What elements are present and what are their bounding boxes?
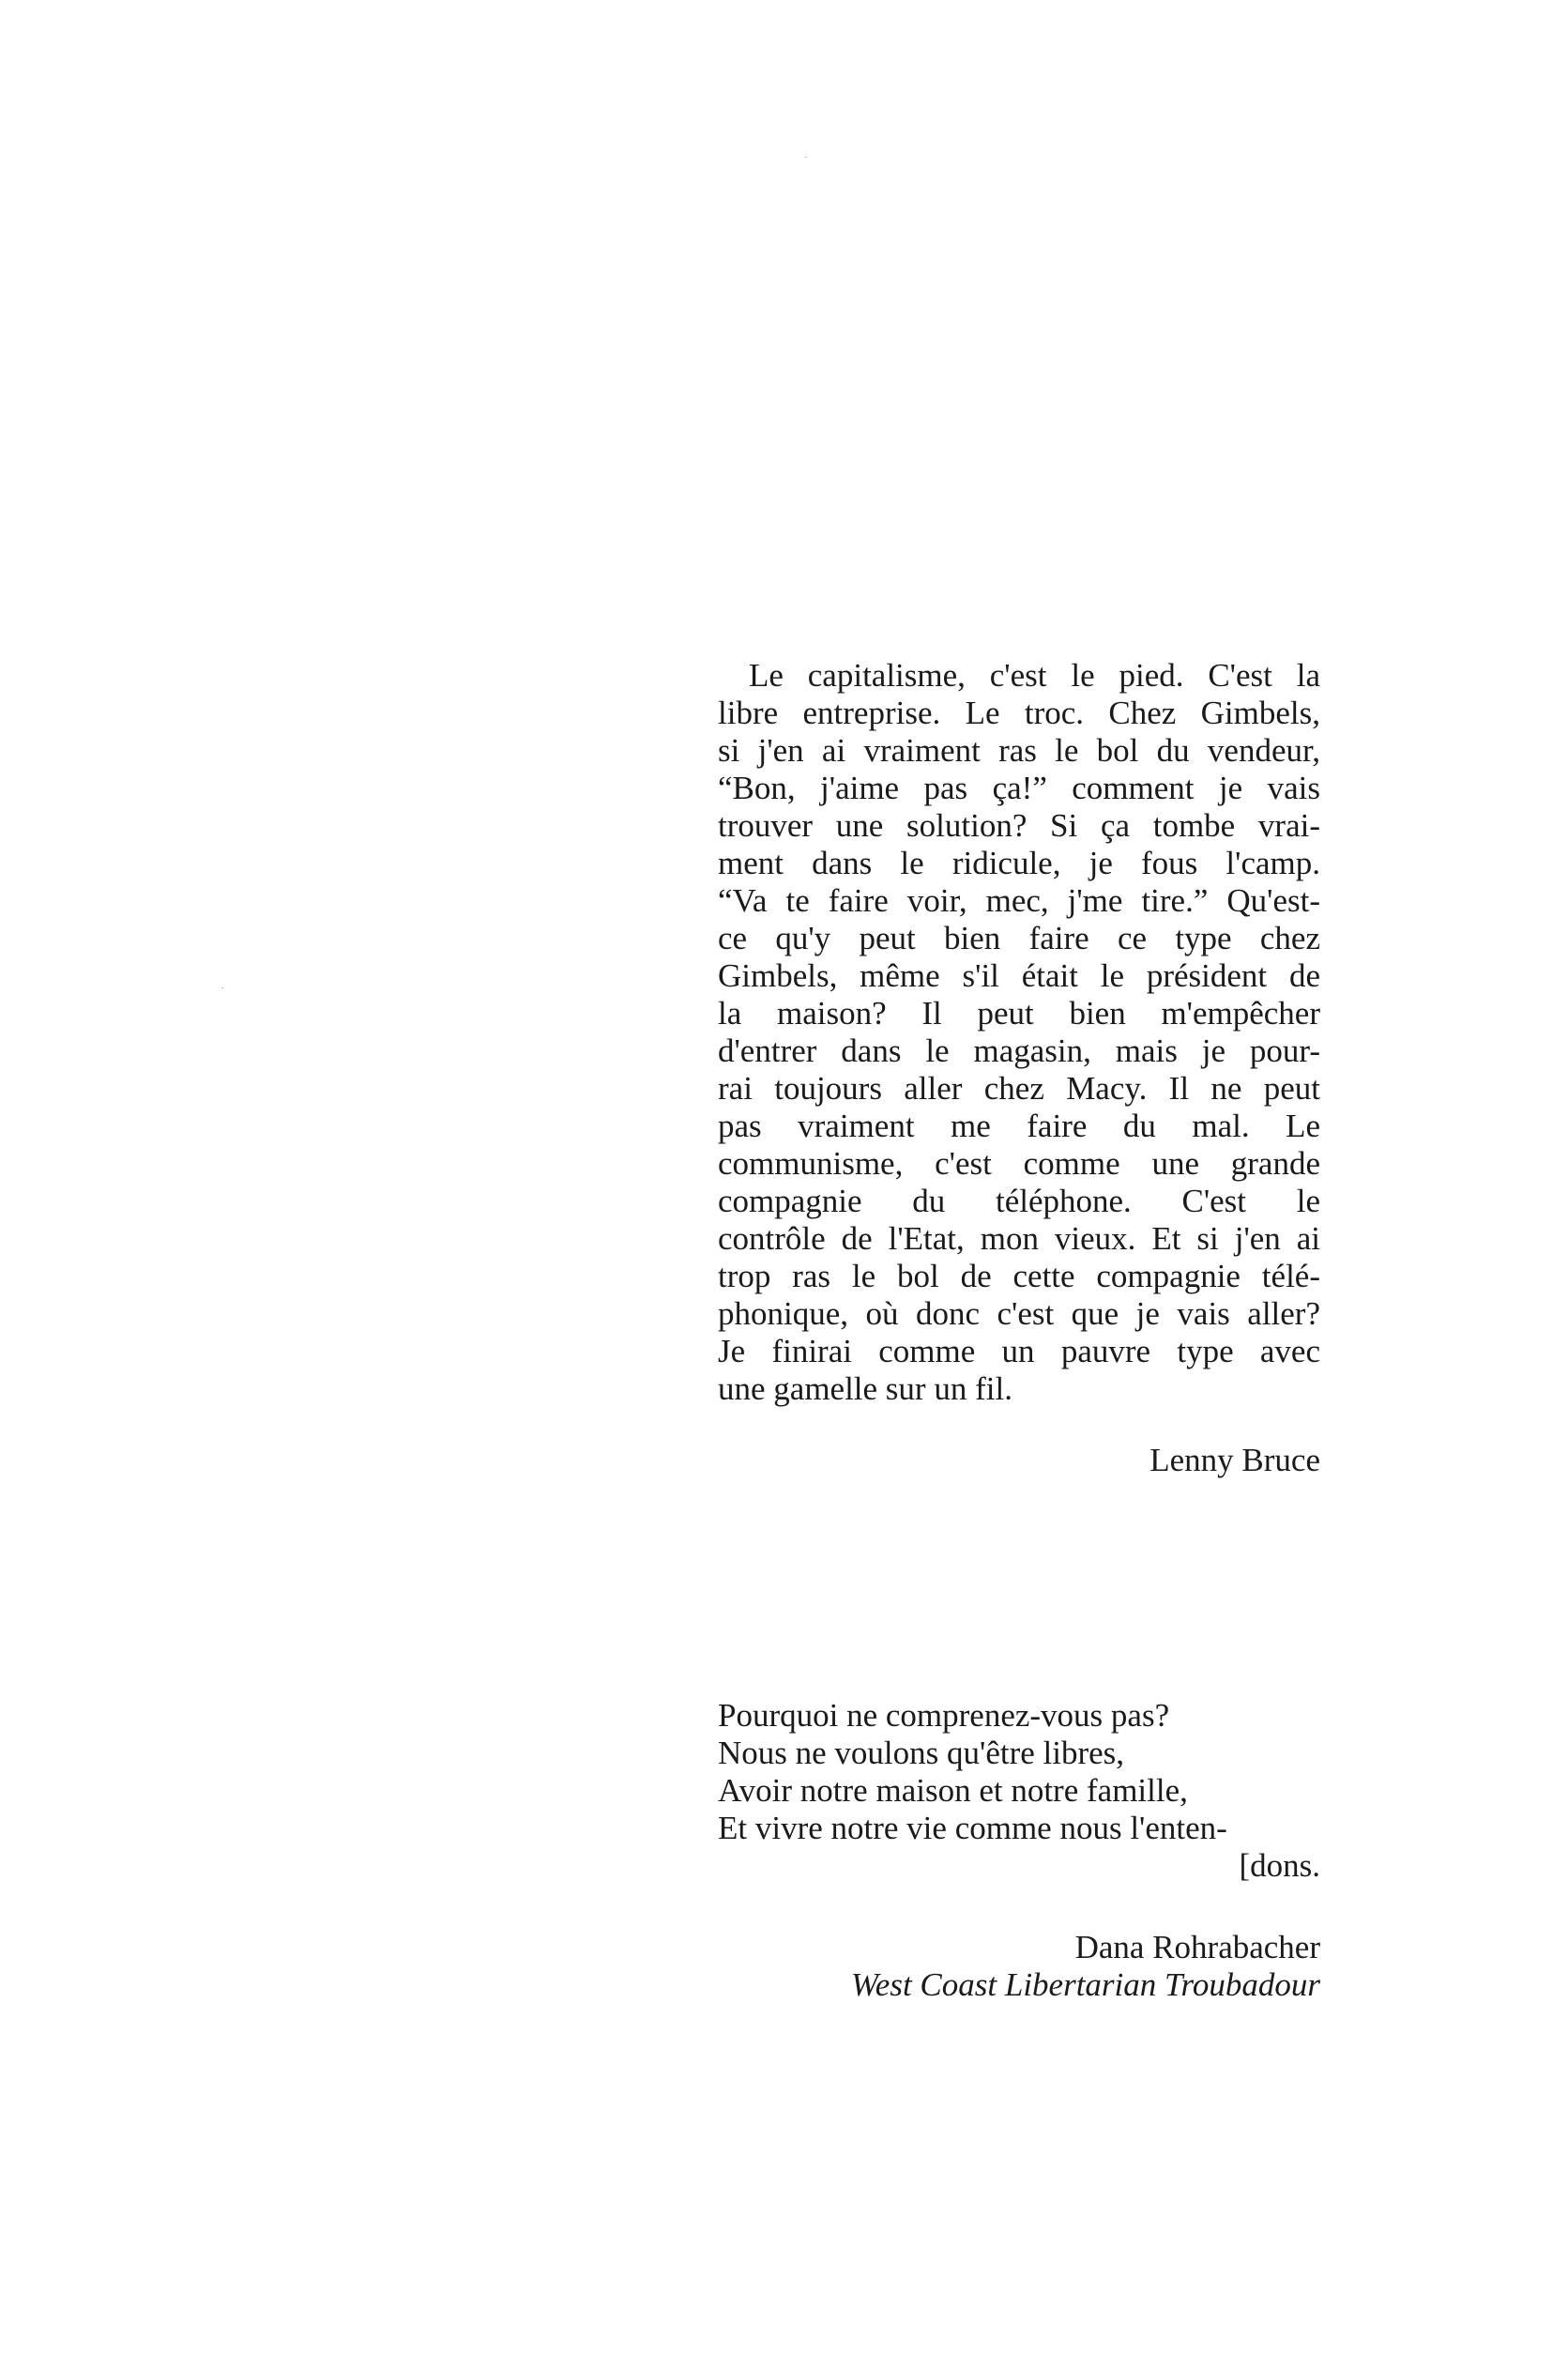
scan-speck bbox=[221, 987, 223, 988]
epigraph-line: pas vraiment me faire du mal. Le bbox=[718, 1108, 1320, 1144]
verse-line: Et vivre notre vie comme nous l'enten- bbox=[718, 1810, 1227, 1846]
epigraph-line: phonique, où donc c'est que je vais aller? bbox=[718, 1295, 1320, 1332]
epigraph-line: rai toujours aller chez Macy. Il ne peut bbox=[718, 1070, 1320, 1107]
author-name: Lenny Bruce bbox=[1149, 1442, 1320, 1478]
epigraph-line: Gimbels, même s'il était le président de bbox=[718, 957, 1320, 994]
epigraph-line: communisme, c'est comme une grande bbox=[718, 1145, 1320, 1182]
epigraph-line: d'entrer dans le magasin, mais je pour- bbox=[718, 1032, 1320, 1069]
verse-line: Nous ne voulons qu'être libres, bbox=[718, 1735, 1125, 1771]
epigraph-line: une gamelle sur un fil. bbox=[718, 1370, 1012, 1407]
epigraph-line: “Bon, j'aime pas ça!” comment je vais bbox=[718, 770, 1320, 806]
author-subtitle: West Coast Libertarian Troubadour bbox=[850, 1966, 1320, 2003]
epigraph-line: ment dans le ridicule, je fous l'camp. bbox=[718, 845, 1320, 881]
attribution-lenny-bruce bbox=[718, 1442, 1320, 1479]
epigraph-line: Je finirai comme un pauvre type avec bbox=[718, 1333, 1320, 1369]
epigraph-line: si j'en ai vraiment ras le bol du vendeur, bbox=[718, 732, 1320, 769]
verse-line-turnover: [dons. bbox=[1239, 1847, 1320, 1884]
epigraph-line: “Va te faire voir, mec, j'me tire.” Qu'est- bbox=[718, 882, 1320, 919]
epigraph-lenny-bruce bbox=[718, 657, 1320, 1408]
epigraph-line: trop ras le bol de cette compagnie télé- bbox=[718, 1258, 1320, 1294]
author-name: Dana Rohrabacher bbox=[1074, 1929, 1320, 1965]
epigraph-line: trouver une solution? Si ça tombe vrai- bbox=[718, 807, 1320, 844]
verse-line: Pourquoi ne comprenez-vous pas? bbox=[718, 1697, 1170, 1734]
verse-line: Avoir notre maison et notre famille, bbox=[718, 1772, 1188, 1809]
epigraph-line: compagnie du téléphone. C'est le bbox=[718, 1183, 1320, 1219]
attribution-dana-rohrabacher bbox=[718, 1929, 1320, 2004]
scan-speck bbox=[805, 157, 807, 158]
epigraph-line: ce qu'y peut bien faire ce type chez bbox=[718, 920, 1320, 956]
epigraph-line: libre entreprise. Le troc. Chez Gimbels, bbox=[718, 695, 1320, 731]
epigraph-line: contrôle de l'Etat, mon vieux. Et si j'en ai bbox=[718, 1220, 1320, 1257]
epigraph-line: la maison? Il peut bien m'empêcher bbox=[718, 995, 1320, 1032]
epigraph-verse bbox=[718, 1697, 1320, 1885]
epigraph-line: Le capitalisme, c'est le pied. C'est la bbox=[749, 657, 1320, 694]
